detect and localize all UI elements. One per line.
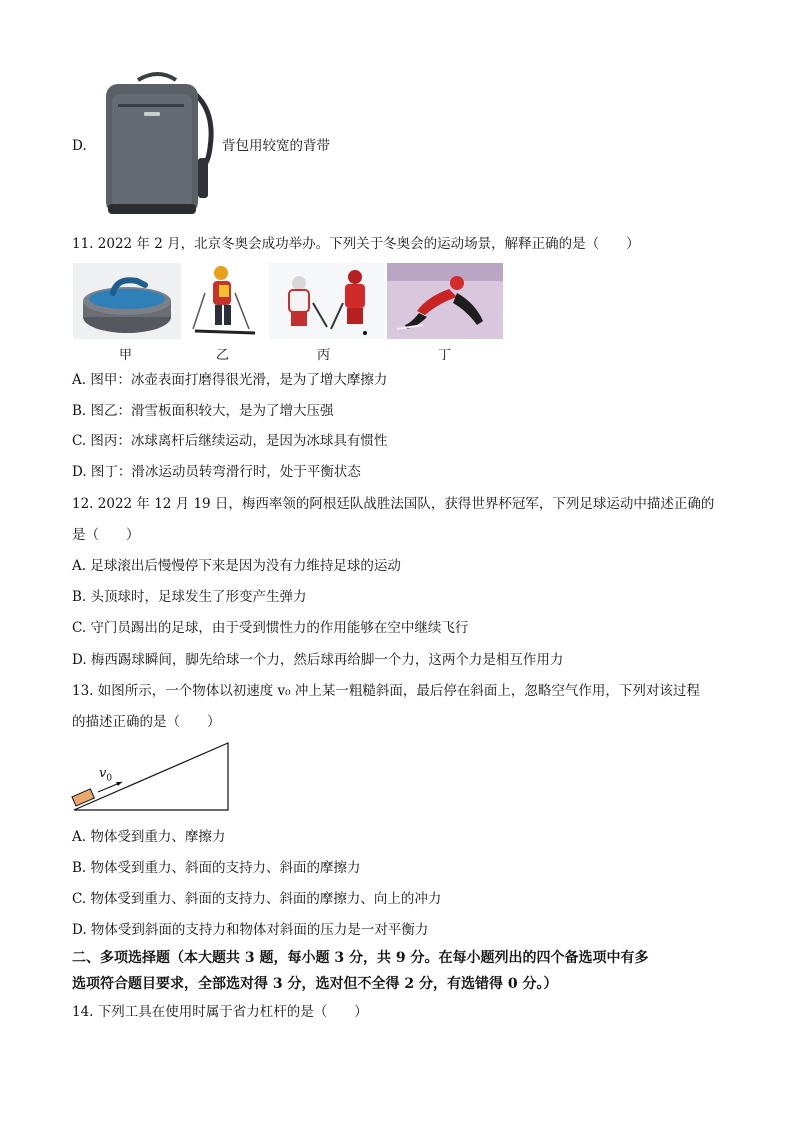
velocity-symbol: v bbox=[99, 766, 107, 781]
q11-option-c: C. 图丙：冰球离杆后继续运动，是因为冰球具有惯性 bbox=[72, 433, 388, 449]
question-13-stem-cont: 的描述正确的是（ ） bbox=[72, 714, 221, 730]
curling-stone-image bbox=[73, 263, 181, 339]
velocity-label bbox=[99, 766, 112, 784]
q11-option-d: D. 图丁：滑冰运动员转弯滑行时，处于平衡状态 bbox=[72, 464, 361, 480]
q11-option-a: A. 图甲：冰壶表面打磨得很光滑，是为了增大摩擦力 bbox=[72, 372, 388, 388]
question-14-stem: 14. 下列工具在使用时属于省力杠杆的是（ ） bbox=[72, 1004, 368, 1020]
section-2-heading: 二、多项选择题（本大题共 3 题，每小题 3 分，共 9 分。在每小题列出的四个备选项中有多 bbox=[72, 950, 649, 966]
question-11-stem: 11. 2022 年 2 月，北京冬奥会成功举办。下列关于冬奥会的运动场景，解释正确的是（ ） bbox=[72, 236, 640, 252]
backpack-image bbox=[98, 68, 218, 218]
caption-ding: 丁 bbox=[438, 348, 452, 363]
option-d-text: 背包用较宽的背带 bbox=[222, 138, 330, 154]
q12-option-a: A. 足球滚出后慢慢停下来是因为没有力维持足球的运动 bbox=[72, 558, 401, 574]
option-d-letter: D. bbox=[72, 138, 87, 154]
q11-option-b: B. 图乙：滑雪板面积较大，是为了增大压强 bbox=[72, 403, 334, 419]
section-2-heading-cont: 选项符合题目要求，全部选对得 3 分，选对但不全得 2 分，有选错得 0 分。） bbox=[72, 976, 558, 992]
q13-option-b: B. 物体受到重力、斜面的支持力、斜面的摩擦力 bbox=[72, 860, 361, 876]
q12-option-b: B. 头顶球时，足球发生了形变产生弹力 bbox=[72, 589, 307, 605]
question-12-stem: 12. 2022 年 12 月 19 日，梅西率领的阿根廷队战胜法国队，获得世界杯冠军，下列足球运动中描述正确的 bbox=[72, 496, 715, 512]
q12-option-c: C. 守门员踢出的足球，由于受到惯性力的作用能够在空中继续飞行 bbox=[72, 620, 469, 636]
skier-image bbox=[183, 263, 267, 339]
incline-diagram bbox=[70, 740, 235, 815]
caption-bing: 丙 bbox=[317, 348, 331, 363]
question-13-stem: 13. 如图所示，一个物体以初速度 v₀ 冲上某一粗糙斜面，最后停在斜面上，忽略空气作用，下列对该过程 bbox=[72, 683, 700, 699]
q12-option-d: D. 梅西踢球瞬间，脚先给球一个力，然后球再给脚一个力，这两个力是相互作用力 bbox=[72, 652, 564, 668]
caption-jia: 甲 bbox=[119, 348, 133, 363]
q13-option-a: A. 物体受到重力、摩擦力 bbox=[72, 829, 226, 845]
velocity-subscript: 0 bbox=[106, 773, 113, 784]
speed-skater-image bbox=[387, 263, 503, 339]
caption-yi: 乙 bbox=[216, 348, 230, 363]
q13-option-c: C. 物体受到重力、斜面的支持力、斜面的摩擦力、向上的冲力 bbox=[72, 891, 442, 907]
q13-option-d: D. 物体受到斜面的支持力和物体对斜面的压力是一对平衡力 bbox=[72, 922, 429, 938]
question-12-stem-cont: 是（ ） bbox=[72, 527, 140, 543]
ice-hockey-image bbox=[269, 263, 385, 339]
